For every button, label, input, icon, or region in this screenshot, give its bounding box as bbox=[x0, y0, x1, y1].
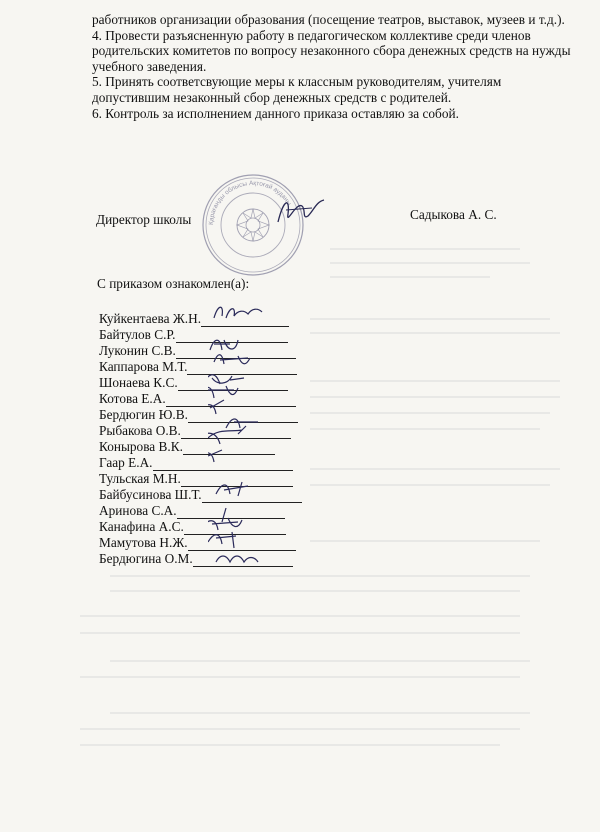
bleed-line bbox=[80, 728, 520, 730]
signature-scribble bbox=[216, 482, 248, 496]
employee-name: Шонаева К.С. bbox=[99, 375, 178, 390]
employee-name: Байбусинова Ш.Т. bbox=[99, 487, 202, 502]
signature-scribble bbox=[208, 426, 246, 444]
paragraph-continuation: работников организации образования (посещение театров, выставок, музеев и т.д.). bbox=[92, 12, 565, 27]
signature-scribble bbox=[208, 532, 236, 548]
paragraph-item-4: 4. Провести разъясненную работу в педагогическом коллективе среди членов родительских комитетов по вопросу незаконного сбора денежных средств на нужды учебного заведения. bbox=[92, 27, 571, 74]
acquaintance-title: С приказом ознакомлен(а): bbox=[97, 276, 250, 291]
signature-scribble bbox=[214, 307, 262, 318]
employee-name: Бердюгин Ю.В. bbox=[99, 407, 188, 422]
employee-name: Тульская М.Н. bbox=[99, 471, 181, 486]
bleed-line bbox=[330, 262, 530, 264]
employee-name: Рыбакова О.В. bbox=[99, 423, 181, 438]
signature-scribble bbox=[216, 556, 258, 562]
employee-name: Канафина А.С. bbox=[99, 519, 184, 534]
signature-scribble bbox=[208, 386, 238, 398]
employee-name: Каппарова М.Т. bbox=[99, 359, 188, 374]
employee-name: Мамутова Н.Ж. bbox=[99, 535, 188, 550]
signature-scribble bbox=[226, 419, 258, 428]
seal-text: Қарағанды облысы Ақтоғай ауданы bbox=[207, 179, 293, 226]
bleed-line bbox=[80, 744, 500, 746]
signature-scribble bbox=[208, 450, 222, 462]
signature-scribble bbox=[210, 340, 238, 350]
signature-scribble bbox=[214, 355, 250, 364]
employee-signatures bbox=[208, 300, 468, 570]
paragraph-item-6: 6. Контроль за исполнением данного приказа оставляю за собой. bbox=[92, 105, 459, 121]
employee-name: Гаар Е.А. bbox=[99, 455, 153, 470]
order-body bbox=[92, 12, 572, 121]
signature-scribble bbox=[222, 508, 226, 522]
bleed-line bbox=[110, 660, 530, 662]
employee-name: Конырова В.К. bbox=[99, 439, 183, 454]
bleed-line bbox=[110, 712, 530, 714]
employee-name: Аринова С.А. bbox=[99, 503, 177, 518]
employee-name: Луконин С.В. bbox=[99, 343, 176, 358]
signature-scribble bbox=[208, 375, 244, 384]
signature-scribble bbox=[208, 518, 242, 530]
bleed-line bbox=[330, 276, 490, 278]
director-signature bbox=[272, 192, 332, 232]
employee-name: Куйкентаева Ж.Н. bbox=[99, 311, 202, 326]
bleed-line bbox=[330, 248, 520, 250]
employee-name: Байтулов С.Р. bbox=[99, 327, 176, 342]
bleed-line bbox=[80, 632, 520, 634]
bleed-line bbox=[110, 575, 530, 577]
employee-name: Бердюгина О.М. bbox=[99, 551, 193, 566]
paragraph-item-5: 5. Принять соответсвующие меры к классным руководителям, учителям допустившим незаконный сбор денежных средств с родителей. bbox=[92, 74, 502, 105]
director-label: Директор школы bbox=[96, 212, 192, 227]
employee-name: Котова Е.А. bbox=[99, 391, 166, 406]
bleed-line bbox=[110, 590, 520, 592]
signature-scribble bbox=[208, 400, 224, 414]
director-name: Садыкова А. С. bbox=[410, 207, 497, 222]
bleed-line bbox=[80, 615, 520, 617]
bleed-line bbox=[80, 676, 520, 678]
